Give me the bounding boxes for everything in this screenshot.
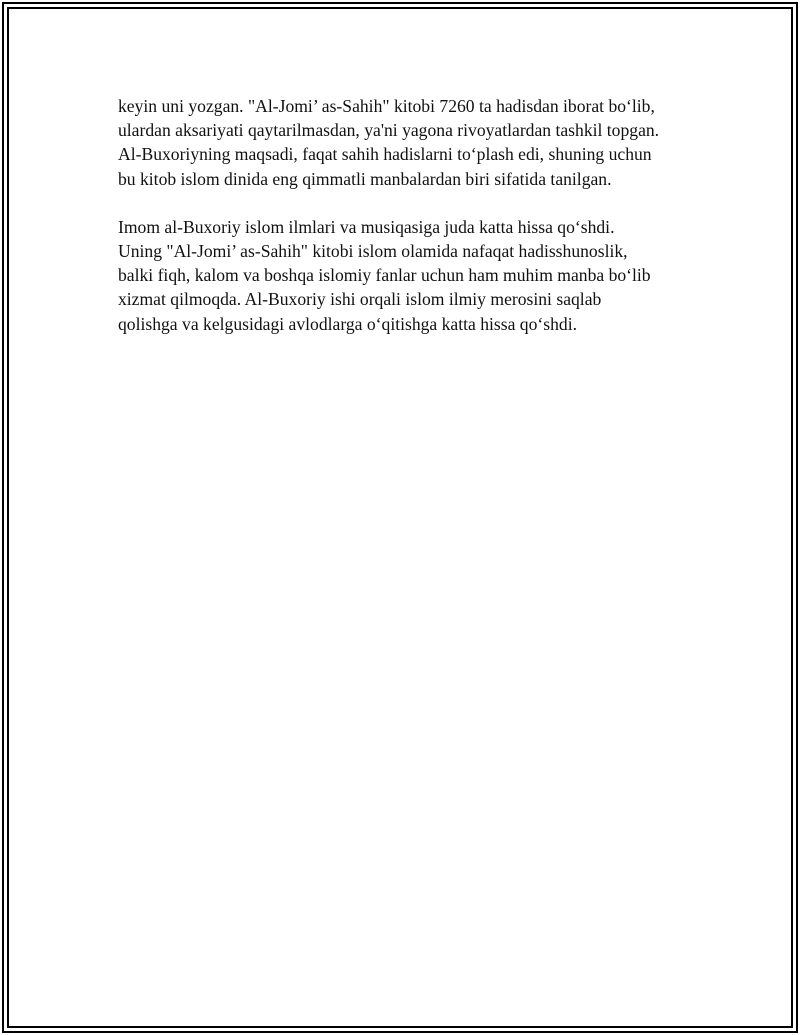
paragraph-1-line-2: ulardan aksariyati qaytarilmasdan, ya'ni yagona rivoyatlardan tashkil topgan. [118,120,660,141]
paragraph-1-line-1: keyin uni yozgan. "Al-Jomi’ as-Sahih" kitobi 7260 ta hadisdan iborat bo‘lib, [118,96,655,116]
paragraph-1-line-3: Al-Buxoriyning maqsadi, faqat sahih hadislarni to‘plash edi, shuning uchun [118,144,652,165]
paragraph-2-line-1: Imom al-Buxoriy islom ilmlari va musiqasiga juda katta hissa qo‘shdi. [118,216,615,237]
paragraph-2-line-3: balki fiqh, kalom va boshqa islomiy fanlar uchun ham muhim manba bo‘lib [118,265,651,286]
paragraph-2-line-5: qolishga va kelgusidagi avlodlarga o‘qitishga katta hissa qo‘shdi. [118,313,577,334]
paragraph-2-line-4: xizmat qilmoqda. Al-Buxoriy ishi orqali islom ilmiy merosini saqlab [118,289,602,310]
paragraph-2-line-2: Uning "Al-Jomi’ as-Sahih" kitobi islom olamida nafaqat hadisshunoslik, [118,241,628,262]
paragraph-2 [118,215,708,336]
document-body [118,94,708,360]
paragraph-1-line-4: bu kitob islom dinida eng qimmatli manbalardan biri sifatida tanilgan. [118,168,612,189]
paragraph-1 [118,94,708,191]
